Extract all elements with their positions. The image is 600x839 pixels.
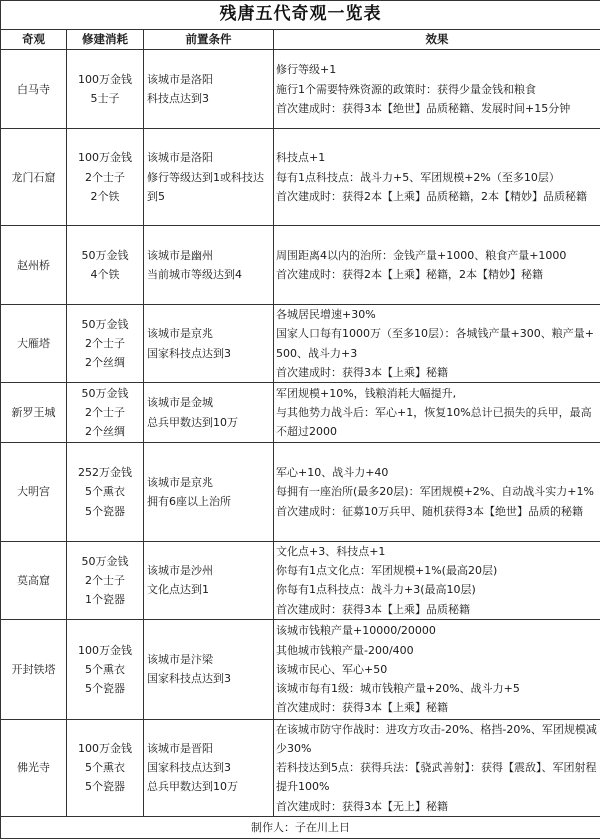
effects-line: 首次建成时：获得2本【上乘】品质秘籍，2本【精妙】品质秘籍 xyxy=(276,187,599,206)
wonder-name: 新罗王城 xyxy=(1,383,67,443)
build-cost-line: 100万金钱 xyxy=(67,70,143,89)
table-row xyxy=(1,542,600,620)
build-cost-line: 5个熏衣 xyxy=(67,758,143,777)
effects-line: 国家人口每有1000万（至多10层）：各城钱产量+300、粮产量+500、战斗力+3 xyxy=(276,324,599,362)
prerequisites xyxy=(144,443,274,542)
effects-line: 科技点+1 xyxy=(276,148,599,167)
table-body xyxy=(1,50,600,817)
build-cost-line: 2个士子 xyxy=(67,403,143,422)
effects-line: 与其他势力战斗后：军心+1，恢复10%总计已损失的兵甲，最高不超过2000 xyxy=(276,403,599,441)
effects xyxy=(274,226,600,305)
table-title: 残唐五代奇观一览表 xyxy=(1,1,600,30)
header-condition: 前置条件 xyxy=(144,30,274,50)
wonder-name: 佛光寺 xyxy=(1,719,67,816)
build-cost-line: 2个铁 xyxy=(67,187,143,206)
build-cost xyxy=(67,619,144,719)
build-cost xyxy=(67,226,144,305)
build-cost-line: 2个士子 xyxy=(67,168,143,187)
build-cost-line: 2个士子 xyxy=(67,571,143,590)
header-effect: 效果 xyxy=(274,30,600,50)
wonder-name: 大雁塔 xyxy=(1,305,67,383)
build-cost-line: 2个丝绸 xyxy=(67,422,143,441)
prerequisites-line: 总兵甲数达到10万 xyxy=(147,777,273,796)
effects xyxy=(274,619,600,719)
wonder-name: 莫高窟 xyxy=(1,542,67,620)
build-cost-line: 5个瓷器 xyxy=(67,502,143,521)
effects xyxy=(274,305,600,383)
build-cost xyxy=(67,305,144,383)
effects xyxy=(274,542,600,620)
build-cost-line: 50万金钱 xyxy=(67,552,143,571)
effects-line: 在该城市防守作战时：进攻方攻击-20%、格挡-20%、军团规模减少30% xyxy=(276,720,599,758)
build-cost-line: 1个瓷器 xyxy=(67,590,143,609)
effects xyxy=(274,719,600,816)
prerequisites-line: 拥有6座以上治所 xyxy=(147,492,273,511)
wonder-name: 龙门石窟 xyxy=(1,129,67,226)
table-row xyxy=(1,129,600,226)
prerequisites xyxy=(144,50,274,129)
build-cost xyxy=(67,50,144,129)
prerequisites-line: 国家科技点达到3 xyxy=(147,758,273,777)
wonder-name: 大明宫 xyxy=(1,443,67,542)
build-cost-line: 50万金钱 xyxy=(67,315,143,334)
prerequisites-line: 文化点达到1 xyxy=(147,580,273,599)
prerequisites-line: 该城市是洛阳 xyxy=(147,70,273,89)
build-cost xyxy=(67,542,144,620)
build-cost-line: 50万金钱 xyxy=(67,246,143,265)
wonder-name: 白马寺 xyxy=(1,50,67,129)
table-row xyxy=(1,443,600,542)
prerequisites-line: 该城市是汴梁 xyxy=(147,650,273,669)
table-row xyxy=(1,719,600,816)
build-cost xyxy=(67,719,144,816)
prerequisites-line: 该城市是京兆 xyxy=(147,473,273,492)
prerequisites-line: 总兵甲数达到10万 xyxy=(147,413,273,432)
prerequisites-line: 该城市是洛阳 xyxy=(147,148,273,167)
header-name: 奇观 xyxy=(1,30,67,50)
effects-line: 你每有1点文化点：军团规模+1%(最高20层) xyxy=(276,561,599,580)
prerequisites-line: 科技点达到3 xyxy=(147,89,273,108)
build-cost-line: 5个熏衣 xyxy=(67,660,143,679)
effects-line: 该城市每有1级：城市钱粮产量+20%、战斗力+5 xyxy=(276,679,599,698)
effects-line: 该城市民心、军心+50 xyxy=(276,660,599,679)
effects-line: 军团规模+10%，钱粮消耗大幅提升, xyxy=(276,384,599,403)
table-row xyxy=(1,50,600,129)
effects-line: 周围距离4以内的治所：金钱产量+1000、粮食产量+1000 xyxy=(276,246,599,265)
effects-line: 其他城市钱粮产量-200/400 xyxy=(276,641,599,660)
build-cost-line: 100万金钱 xyxy=(67,148,143,167)
wonder-name: 开封铁塔 xyxy=(1,619,67,719)
build-cost-line: 100万金钱 xyxy=(67,739,143,758)
build-cost-line: 5个熏衣 xyxy=(67,482,143,501)
prerequisites xyxy=(144,383,274,443)
effects-line: 文化点+3、科技点+1 xyxy=(276,542,599,561)
prerequisites xyxy=(144,226,274,305)
build-cost-line: 5士子 xyxy=(67,89,143,108)
build-cost xyxy=(67,129,144,226)
prerequisites-line: 国家科技点达到3 xyxy=(147,344,273,363)
build-cost-line: 252万金钱 xyxy=(67,463,143,482)
prerequisites-line: 该城市是金城 xyxy=(147,393,273,412)
effects-line: 首次建成时：获得3本【绝世】品质秘籍、发展时间+15分钟 xyxy=(276,99,599,118)
effects-line: 若科技达到5点：获得兵法：【骁武善射】：获得【震敌】、军团射程提升100% xyxy=(276,758,599,796)
prerequisites xyxy=(144,305,274,383)
build-cost-line: 50万金钱 xyxy=(67,384,143,403)
prerequisites xyxy=(144,619,274,719)
prerequisites-line: 该城市是沙州 xyxy=(147,561,273,580)
table-row xyxy=(1,305,600,383)
prerequisites-line: 国家科技点达到3 xyxy=(147,669,273,688)
effects-line: 首次建成时：获得3本【上乘】品质秘籍 xyxy=(276,600,599,619)
prerequisites-line: 当前城市等级达到4 xyxy=(147,265,273,284)
build-cost xyxy=(67,443,144,542)
effects-line: 你每有1点科技点：战斗力+3(最高10层) xyxy=(276,580,599,599)
effects-line: 首次建成时：获得2本【上乘】秘籍，2本【精妙】秘籍 xyxy=(276,265,599,284)
table-row xyxy=(1,226,600,305)
effects xyxy=(274,129,600,226)
effects-line: 首次建成时：获得3本【上乘】秘籍 xyxy=(276,363,599,382)
build-cost-line: 100万金钱 xyxy=(67,641,143,660)
table-row xyxy=(1,619,600,719)
effects xyxy=(274,383,600,443)
effects xyxy=(274,50,600,129)
prerequisites xyxy=(144,129,274,226)
effects-line: 首次建成时：获得3本【上乘】秘籍 xyxy=(276,698,599,717)
prerequisites xyxy=(144,719,274,816)
effects-line: 该城市钱粮产量+10000/20000 xyxy=(276,621,599,640)
effects-line: 每有1点科技点：战斗力+5、军团规模+2%（至多10层） xyxy=(276,168,599,187)
prerequisites-line: 该城市是幽州 xyxy=(147,246,273,265)
header-cost: 修建消耗 xyxy=(67,30,144,50)
build-cost-line: 4个铁 xyxy=(67,265,143,284)
effects-line: 军心+10、战斗力+40 xyxy=(276,463,599,482)
build-cost-line: 5个瓷器 xyxy=(67,679,143,698)
author-credit: 制作人：子在川上日 xyxy=(1,816,600,838)
build-cost-line: 5个瓷器 xyxy=(67,777,143,796)
prerequisites-line: 修行等级达到1或科技达到5 xyxy=(147,168,273,206)
prerequisites-line: 该城市是京兆 xyxy=(147,324,273,343)
effects-line: 各城居民增速+30% xyxy=(276,305,599,324)
build-cost-line: 2个丝绸 xyxy=(67,353,143,372)
build-cost xyxy=(67,383,144,443)
prerequisites-line: 该城市是晋阳 xyxy=(147,739,273,758)
effects-line: 修行等级+1 xyxy=(276,60,599,79)
effects-line: 首次建成时：获得3本【无上】秘籍 xyxy=(276,797,599,816)
effects-line: 施行1个需要特殊资源的政策时：获得少量金钱和粮食 xyxy=(276,80,599,99)
effects xyxy=(274,443,600,542)
effects-line: 首次建成时：征募10万兵甲、随机获得3本【绝世】品质的秘籍 xyxy=(276,502,599,521)
effects-line: 每拥有一座治所(最多20层)：军团规模+2%、自动战斗实力+1% xyxy=(276,482,599,501)
table-row xyxy=(1,383,600,443)
prerequisites xyxy=(144,542,274,620)
wonder-name: 赵州桥 xyxy=(1,226,67,305)
build-cost-line: 2个士子 xyxy=(67,334,143,353)
